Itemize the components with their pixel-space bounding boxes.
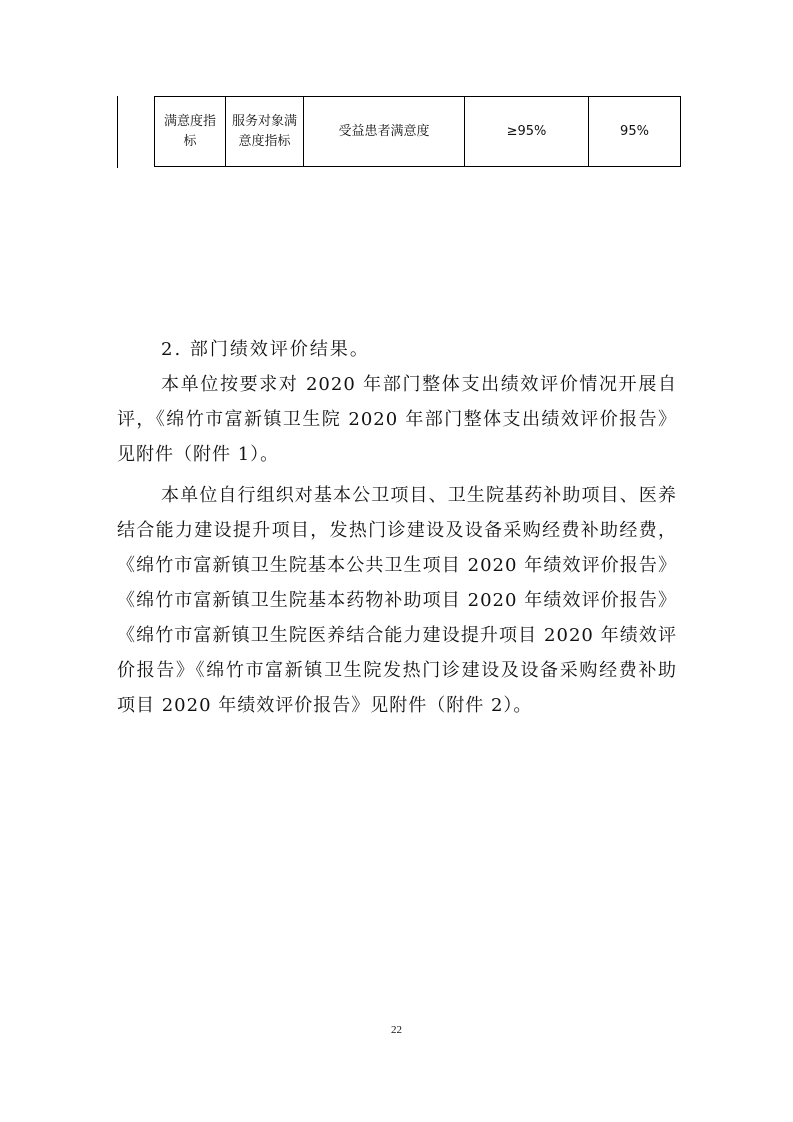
performance-metrics-table <box>154 96 681 167</box>
section-heading: 2. 部门绩效评价结果。 <box>161 339 370 360</box>
indicator-name-cell: 受益患者满意度 <box>304 97 465 167</box>
indicator-subcategory-cell: 服务对象满意度指标 <box>226 97 304 167</box>
target-value-cell: ≥95% <box>465 97 589 167</box>
table-row <box>155 97 681 167</box>
paragraph-self-evaluation: 本单位按要求对 2020 年部门整体支出绩效评价情况开展自评，《绵竹市富新镇卫生院 2020 年部门整体支出绩效评价报告》见附件（附件 1）。 <box>117 374 677 465</box>
indicator-category-cell: 满意度指标 <box>155 97 226 167</box>
page-number: 22 <box>391 1024 402 1036</box>
paragraph-project-evaluations: 本单位自行组织对基本公卫项目、卫生院基药补助项目、医养结合能力建设提升项目，发热门诊建设及设备采购经费补助经费，《绵竹市富新镇卫生院基本公共卫生项目 2020 年绩效评价报告》《绵竹市富新镇卫生院基本药物补助项目 2020 年绩效评价报告》《绵竹市富新镇卫生院医养结合能力建设提升项目 2020 年绩效评价报告》《绵竹市富新镇卫生院发热门诊建设及设备采购经费补助项目 2020 年绩效评价报告》见附件（附件 2）。 <box>117 485 677 716</box>
actual-value-cell: 95% <box>589 97 681 167</box>
table-left-border-line <box>117 96 118 168</box>
